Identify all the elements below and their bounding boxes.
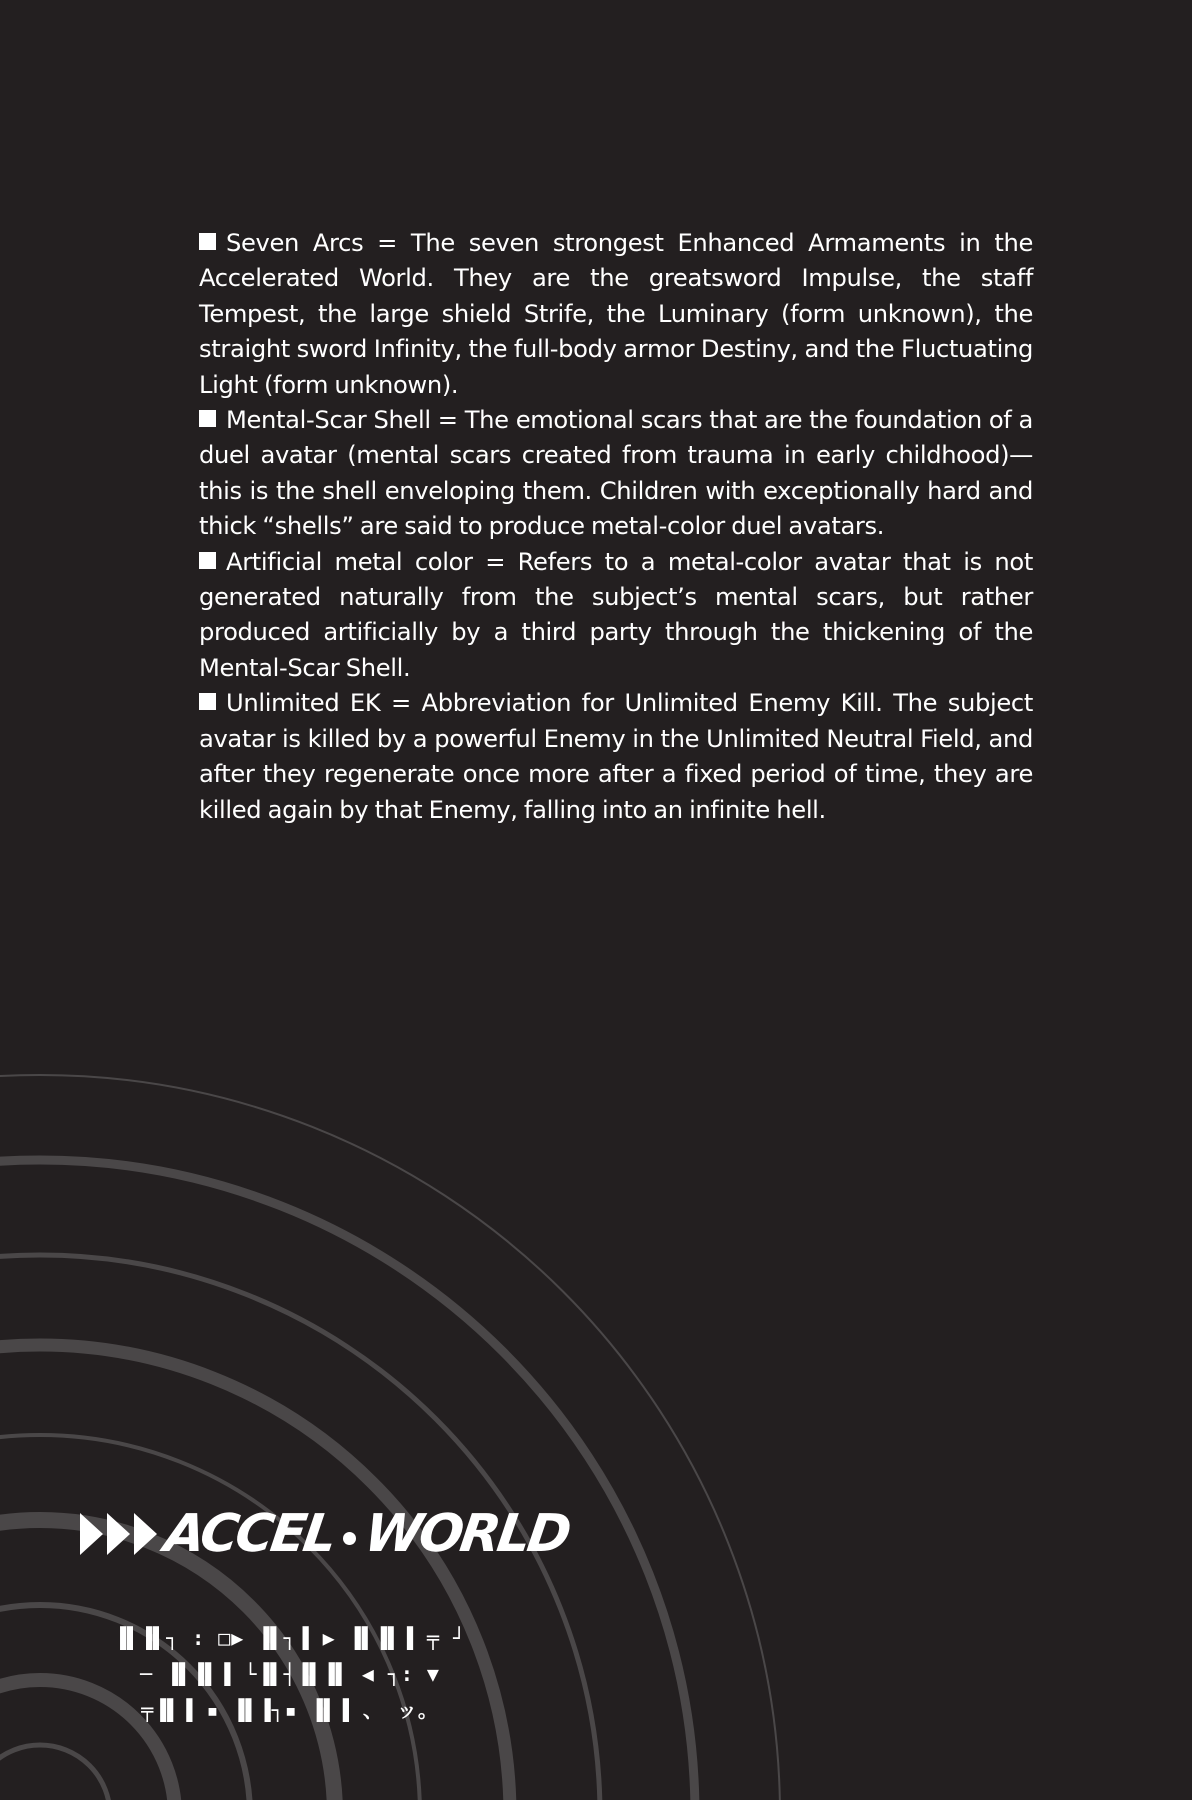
square-bullet-icon xyxy=(199,552,216,569)
square-bullet-icon xyxy=(199,693,216,710)
glossary-entry-artificial-metal-color xyxy=(199,545,1033,687)
glyph-line: ▐▌▐▌┐ : □▶ ▐▌┐▐ ▶ ▐▌▐▌▐ ╤ ┘ xyxy=(113,1626,467,1650)
glossary-entry-text: Unlimited EK = Abbreviation for Unlimited Enemy Kill. The subject avatar is killed by a powerful Enemy in the Unlimited Neutral Field, and after they regenerate once more after a fixed period of time, they are killed again by that Enemy, falling into an infinite hell. xyxy=(199,689,1033,824)
square-bullet-icon xyxy=(199,233,216,250)
ring xyxy=(0,1745,110,1800)
square-bullet-icon xyxy=(199,410,216,427)
arrow-icon xyxy=(107,1513,130,1555)
logo-glyph-lines xyxy=(80,1620,500,1728)
glossary-entry-mental-scar-shell xyxy=(199,403,1033,545)
glyph-line: ─ ▐▌▐▌▐ └▐▌┤▐▌▐▌ ◀ ┐: ▼ xyxy=(140,1662,440,1686)
accel-world-logo xyxy=(80,1504,572,1564)
logo-word-world: WORLD xyxy=(360,1504,572,1564)
glyph-line: ╤▐▌▐ ▪ ▐▌▐┐▪ ▐▌▐ 、 ッ。 xyxy=(141,1698,439,1722)
ring xyxy=(0,1435,420,1800)
glossary-entry-text: Seven Arcs = The seven strongest Enhanced Armaments in the Accelerated World. They are the greatsword Impulse, the staff Tempest, the large shield Strife, the Luminary (form unknown), the straight sword Infinity, the full-body armor Destiny, and the Fluctuating Light (form unknown). xyxy=(199,229,1033,399)
arrow-icon xyxy=(134,1513,157,1555)
glossary-entry-text: Artificial metal color = Refers to a metal-color avatar that is not generated naturally from the subject’s mental scars, but rather produced artificially by a third party through the thickening of the Mental-Scar Shell. xyxy=(199,547,1033,682)
glossary-entry-seven-arcs xyxy=(199,226,1033,403)
logo-word-accel: ACCEL xyxy=(160,1504,338,1564)
arrow-icon xyxy=(80,1513,103,1555)
glossary-entry-unlimited-ek xyxy=(199,686,1033,828)
logo-dot-icon xyxy=(343,1532,356,1545)
logo-arrows-icon xyxy=(80,1513,161,1555)
glossary-entry-text: Mental-Scar Shell = The emotional scars that are the foundation of a duel avatar (mental scars created from trauma in early childhood)—this is the shell enveloping them. Children with exceptionally hard and thick “shells” are said to produce metal-color duel avatars. xyxy=(199,406,1033,541)
glossary-text xyxy=(199,226,1033,828)
